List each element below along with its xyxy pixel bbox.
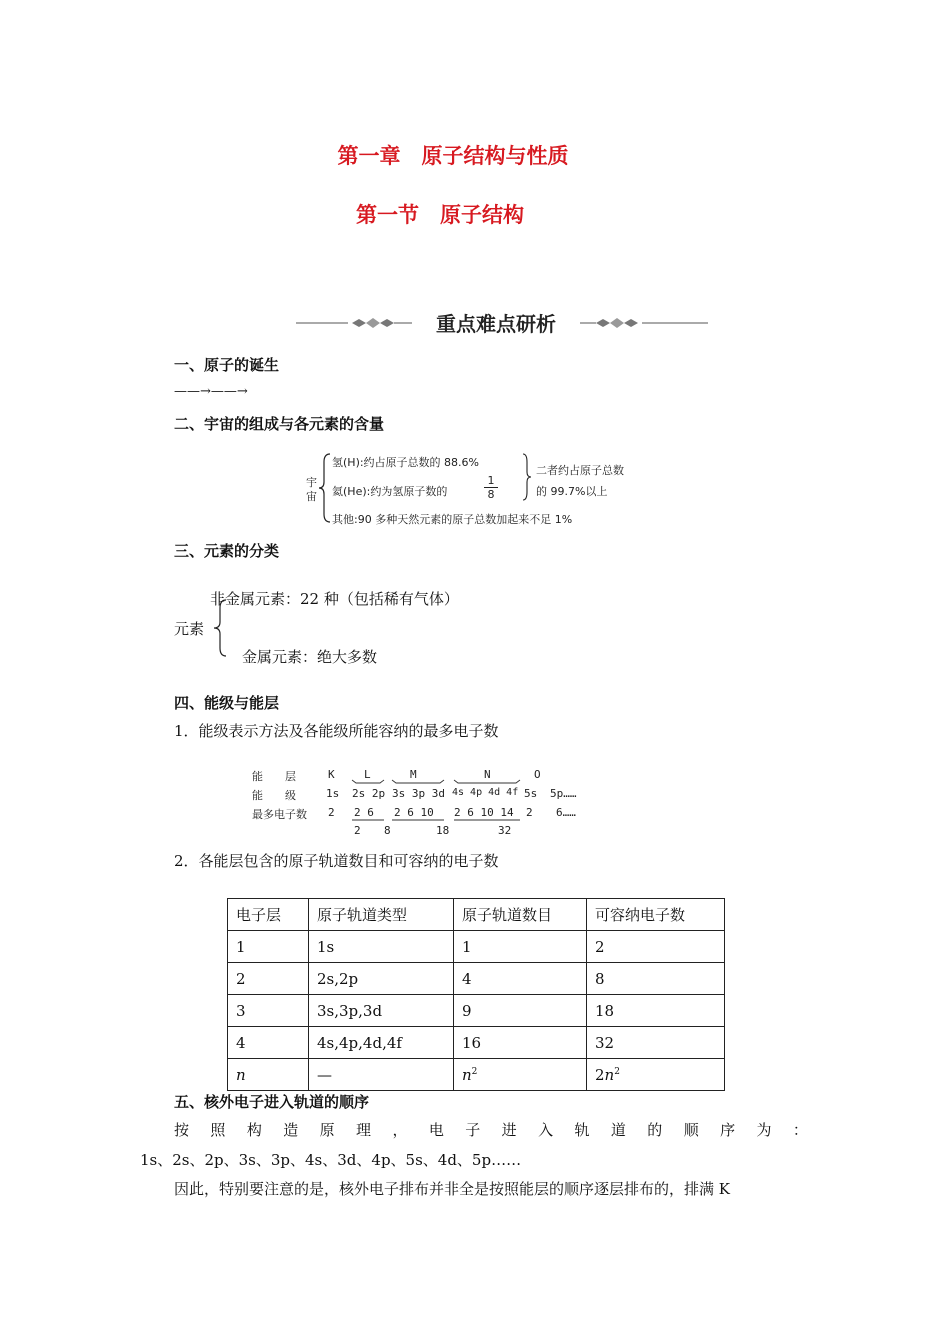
table-cell [228,1059,309,1091]
table-cell: 3 [228,995,309,1027]
superscript: 2 [614,1066,620,1077]
header-orbital-count: 原子轨道数目 [454,899,587,931]
total-K: 2 [354,824,361,837]
level-4: 4s 4p 4d 4f [452,787,519,798]
text-char: 进 [501,1121,517,1139]
table-cell: 16 [454,1027,587,1059]
left-brace-icon [318,452,332,524]
banner-title: 重点难点研析 [436,312,556,336]
note-line: 因此，特别要注意的是，核外电子排布并非全是按照能层的顺序逐层排布的，排满 K [174,1180,730,1198]
text-char: 道 [610,1121,626,1139]
arrows-line: ——→——→ [174,384,248,399]
table-cell: 1s [309,931,454,963]
n-symbol: n [236,1065,246,1084]
chapter-title: 第一章 原子结构与性质 [337,144,569,168]
text-char: 入 [538,1121,554,1139]
total-M: 18 [436,824,450,837]
row-label-layer: 能 层 [252,770,296,783]
item-2: 2．各能层包含的原子轨道数目和可容纳的电子数 [174,852,499,870]
hydrogen-line: 氢(H):约占原子总数的 88.6% [332,456,480,469]
table-cell: 4 [454,963,587,995]
text-char: 照 [210,1121,226,1139]
layer-L: L [364,768,371,781]
side-note-1: 二者约占原子总数 [536,464,624,477]
text-char: 按 [174,1121,190,1139]
n-symbol: n [462,1065,472,1084]
total-N: 32 [498,824,512,837]
table-cell: — [309,1059,454,1091]
filling-order-sequence: 1s、2s、2p、3s、3p、4s、3d、4p、5s、4d、5p…… [140,1151,522,1169]
table-cell: 4s,4p,4d,4f [309,1027,454,1059]
side-note-2: 的 99.7%以上 [536,485,608,498]
table-cell: 18 [587,995,725,1027]
heading-filling-order: 五、核外电子进入轨道的顺序 [174,1093,370,1111]
table-cell [587,1059,725,1091]
text-char: ： [792,1121,808,1139]
other-elements-line: 其他:90 多种天然元素的原子总数加起来不足 1% [332,513,573,526]
table-row [228,995,725,1027]
text-char: ， [392,1121,408,1139]
header-shell: 电子层 [228,899,309,931]
universe-diagram [300,450,660,530]
n-symbol: n [604,1065,615,1084]
max-4: 2 6 10 14 [454,806,514,819]
heading-energy-levels: 四、能级与能层 [174,694,280,712]
level-5p: 5p…… [550,787,577,800]
text-char: 构 [246,1121,262,1139]
layer-M: M [410,768,417,781]
table-row-n [228,1059,725,1091]
table-row [228,931,725,963]
text-char: 的 [647,1121,663,1139]
level-3: 3s 3p 3d [392,787,445,800]
heading-universe: 二、宇宙的组成与各元素的含量 [174,415,385,433]
table-header-row [228,899,725,931]
layer-K: K [328,768,335,781]
layer-N: N [484,768,491,781]
max-3: 2 6 10 [394,806,434,819]
superscript: 2 [471,1066,478,1077]
table-row [228,1027,725,1059]
right-brace-icon [522,452,532,502]
orbital-table [227,898,725,1091]
element-label: 元素 [174,620,205,638]
heading-classification: 三、元素的分类 [174,542,280,560]
table-cell: 2 [228,963,309,995]
max-5p: 6…… [556,806,576,819]
layer-O: O [534,768,541,781]
max-1: 2 [328,806,335,819]
table-cell: 2s,2p [309,963,454,995]
level-2: 2s 2p [352,787,386,800]
table-cell: 32 [587,1027,725,1059]
header-capacity: 可容纳电子数 [587,899,725,931]
max-2: 2 6 [354,806,374,819]
section-title: 第一节 原子结构 [356,203,524,227]
text-char: 轨 [574,1121,590,1139]
row-label-level: 能 级 [252,789,296,802]
table-cell: 3s,3p,3d [309,995,454,1027]
table-cell [454,1059,587,1091]
header-orbital-type: 原子轨道类型 [309,899,454,931]
brace-label-2: 宙 [306,490,317,503]
fraction [484,474,498,501]
section-banner [296,306,708,340]
fraction-denominator: 8 [487,488,495,501]
table-cell: 2 [587,931,725,963]
table-cell: 1 [454,931,587,963]
nonmetal-line: 非金属元素：22 种（包括稀有气体） [210,590,459,608]
coefficient: 2 [595,1065,605,1084]
text-char: 子 [465,1121,481,1139]
table-cell: 1 [228,931,309,963]
text-char: 理 [356,1121,372,1139]
energy-level-diagram [252,764,592,840]
item-1: 1．能级表示方法及各能级所能容纳的最多电子数 [174,722,499,740]
text-char: 原 [319,1121,335,1139]
table-cell: 4 [228,1027,309,1059]
brace-label-1: 宇 [306,476,317,489]
table-row [228,963,725,995]
text-char: 电 [428,1121,444,1139]
principle-line [174,1119,808,1140]
max-5s: 2 [526,806,533,819]
row-label-max: 最多电子数 [252,808,307,821]
text-char: 顺 [683,1121,699,1139]
helium-line: 氦(He):约为氢原子数的 [332,485,448,498]
level-5s: 5s [524,787,538,800]
table-cell: 8 [587,963,725,995]
text-char: 为 [756,1121,772,1139]
fraction-numerator: 1 [484,474,498,488]
heading-atom-birth: 一、原子的诞生 [174,356,280,374]
table-cell: 9 [454,995,587,1027]
grouping-lines-icon [252,764,592,840]
total-L: 8 [384,824,391,837]
text-char: 序 [720,1121,736,1139]
text-char: 造 [283,1121,299,1139]
metal-line: 金属元素：绝大多数 [242,648,378,666]
level-1s: 1s [326,787,340,800]
